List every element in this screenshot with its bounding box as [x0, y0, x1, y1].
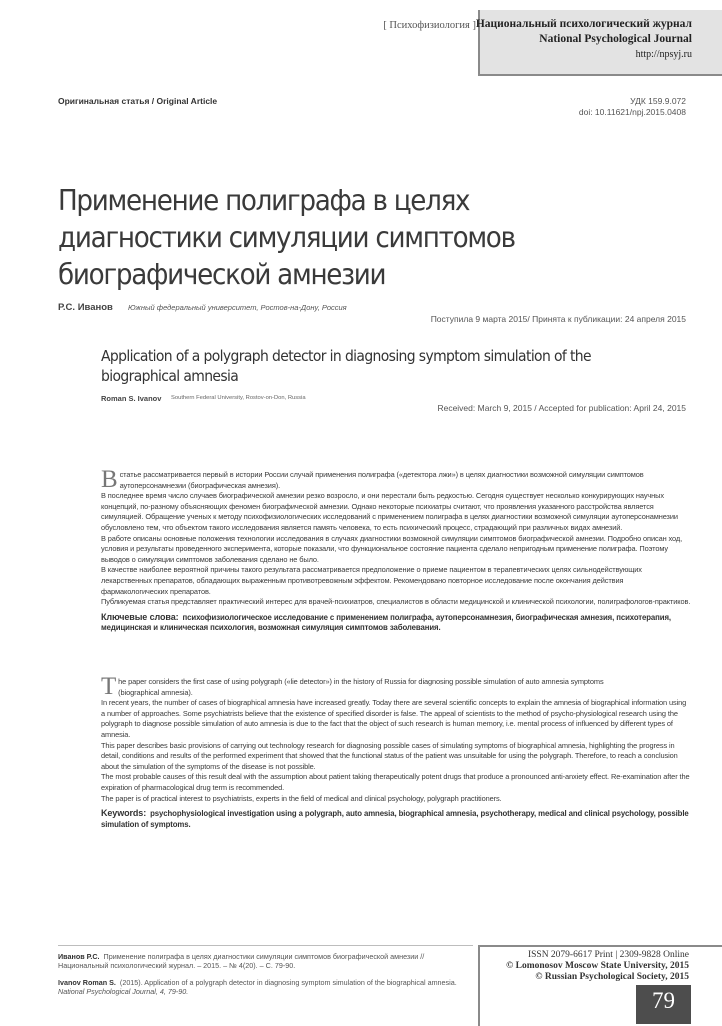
- received-ru: Поступила 9 марта 2015/ Принята к публикации: 24 апреля 2015: [430, 314, 686, 324]
- abstract-en-p5: The paper is of practical interest to psychiatrists, experts in the field of medical and clinical psychology, polygraph practitioners.: [101, 793, 502, 803]
- journal-url[interactable]: http://npsyj.ru: [635, 49, 692, 60]
- citation-block: [58, 945, 473, 1004]
- abstract-en-p1b: (biographical amnesia).: [118, 687, 193, 697]
- author-ru: Р.С. Иванов: [58, 302, 113, 313]
- abstract-en-p1: he paper considers the first case of using polygraph («lie detector») in the history of Russia for diagnosing possible simulation of auto amnesia symptoms: [118, 677, 604, 686]
- issn: ISSN 2079-6617 Print | 2309-9828 Online: [527, 950, 689, 960]
- dropcap: В: [101, 466, 118, 493]
- citation-en-author: Ivanov Roman S.: [58, 978, 116, 987]
- abstract-ru-paragraph: [101, 466, 691, 493]
- article-type: Оригинальная статья / Original Article: [58, 96, 218, 106]
- copyright-msu: © Lomonosov Moscow State University, 2015: [506, 961, 689, 971]
- keywords-ru-label: Ключевые слова:: [101, 611, 179, 622]
- citation-ru-author: Иванов Р.С.: [58, 952, 100, 961]
- received-en: Received: March 9, 2015 / Accepted for publication: April 24, 2015: [437, 403, 686, 413]
- dropcap: T: [101, 673, 117, 700]
- abstract-en-p3: This paper describes basic provisions of carrying out technology research for diagnosing possible cases of simulating symptoms of biographical amnesia, highlighting the progress in detail, conditions and results of the performed experiment that showed that the functional status of the patient was unsuitable for using the polygraph. Therefore, to reach a conclusion about the simulation of the symptoms of the disease is not possible.: [101, 740, 678, 771]
- affiliation-en: Southern Federal University, Rostov-on-Don, Russia: [171, 395, 306, 401]
- keywords-ru-text: психофизиологическое исследование с применением полиграфа, аутоперсонамнезия, биографическая амнезия, психотерапия, медицинская и клиническая психология, возможная симуляция симптомов заболевания.: [101, 612, 671, 633]
- abstract-ru-p5: Публикуемая статья представляет практический интерес для врачей-психиатров, специалистов в области медицинской и клинической психологии, полиграфологов-практиков.: [101, 597, 691, 607]
- title-ru: Применение полиграфа в целях диагностики симуляции симптомов биографической амнезии: [58, 184, 515, 291]
- doi[interactable]: doi: 10.11621/npj.2015.0408: [578, 107, 686, 117]
- keywords-ru: [101, 612, 691, 634]
- abstract-ru-p3: В работе описаны основные положения технологии исследования в случаях диагностики возможной симуляции симптомов биографической амнезии. Подробно описан ход, условия и результаты проведенного эксперимента, которые показали, что функциональное состояние пациента сделало непригодным применение полиграфа. Поэтому выводов о симуляции симптомов заболевания сделано не было.: [101, 533, 683, 564]
- citation-ru: [58, 952, 473, 970]
- citation-ru-text: Применение полиграфа в целях диагностики симуляции симптомов биографической амнезии // Национальный психологический журнал. – 2015. – № 4(20). – С. 79-90.: [58, 952, 425, 970]
- abstract-en-paragraph: [101, 673, 691, 700]
- citation-en-journal: National Psychological Journal, 4, 79-90.: [58, 987, 189, 996]
- page-number: 79: [636, 985, 691, 1024]
- abstract-en: [101, 673, 691, 830]
- abstract-en-p2: In recent years, the number of cases of biographical amnesia have increased greatly. Today there are several scientific concepts to explain the amnesia of biographical information using a number of approaches. Some psychiatrists believe that the existence of specified disorder is false. The appeal of scientists to the method of psycho-physiological research using the polygraph to diagnose possible simulation of auto amnesia is due to the fact that the object of such research is human memory, i.e. mental process of influenced by different types of amnesia.: [101, 698, 687, 739]
- keywords-en: [101, 808, 691, 830]
- abstract-ru: [101, 466, 691, 634]
- title-en: Application of a polygraph detector in diagnosing symptom simulation of the biographical amnesia: [101, 347, 591, 385]
- keywords-en-label: Keywords:: [101, 808, 147, 819]
- keywords-en-text: psychophysiological investigation using a polygraph, auto amnesia, biographical amnesia, psychotherapy, medical and clinical psychology, possible simulation of symptoms.: [101, 809, 689, 829]
- affiliation-ru: Южный федеральный университет, Ростов-на-Дону, Россия: [128, 303, 347, 312]
- citation-en-text: (2015). Application of a polygraph detector in diagnosing symptom simulation of the biographical amnesia.: [119, 978, 457, 987]
- citation-en: [58, 978, 473, 996]
- journal-name-ru: Национальный психологический журнал: [475, 18, 692, 30]
- abstract-ru-p4: В качестве наиболее вероятной причины такого результата рассматривается предположение о приеме пациентом в терапевтических целях сильнодействующих лекарственных препаратов, обладающих выраженным противотревожным эффектом. Рекомендовано повторное исследование после окончания действия фармакологических препаратов.: [101, 565, 642, 596]
- copyright-rps: © Russian Psychological Society, 2015: [535, 972, 689, 982]
- abstract-en-p4: The most probable causes of this result deal with the assumption about patient taking therapeutically potent drugs that produce a pronounced anti-anxiety effect. Re-examination after the expiration of pharmacological drug term is recommended.: [101, 772, 690, 792]
- udk: УДК 159.9.072: [630, 96, 686, 106]
- abstract-ru-p1: статье рассматривается первый в истории России случай применения полиграфа («детектора лжи») в целях диагностики возможной симуляции симптомов: [119, 470, 644, 479]
- abstract-ru-p1b: аутоперсонамнезии (биографическая амнезия).: [119, 480, 281, 490]
- section-tag: [ Психофизиология ]: [383, 20, 476, 31]
- abstract-ru-p2: В последнее время число случаев биографической амнезии резко возросло, и они перестали быть редкостью. Сегодня существует несколько конкурирующих научных концепций, по-разному объясняющих феномен биографической амнезии. Однако некоторые психиатры считают, что проявления указанного расстройства является симуляцией. Обращение ученых к методу психофизиологических исследований с применением полиграфа в целях диагностики возможной симуляции аутоперсонамнезии обусловлено тем, что объектом такого исследования является память человека, то есть психический процесс, страдающий при различных видах амнезий.: [101, 491, 678, 532]
- journal-name-en: National Psychological Journal: [539, 33, 692, 45]
- author-en: Roman S. Ivanov: [101, 394, 162, 403]
